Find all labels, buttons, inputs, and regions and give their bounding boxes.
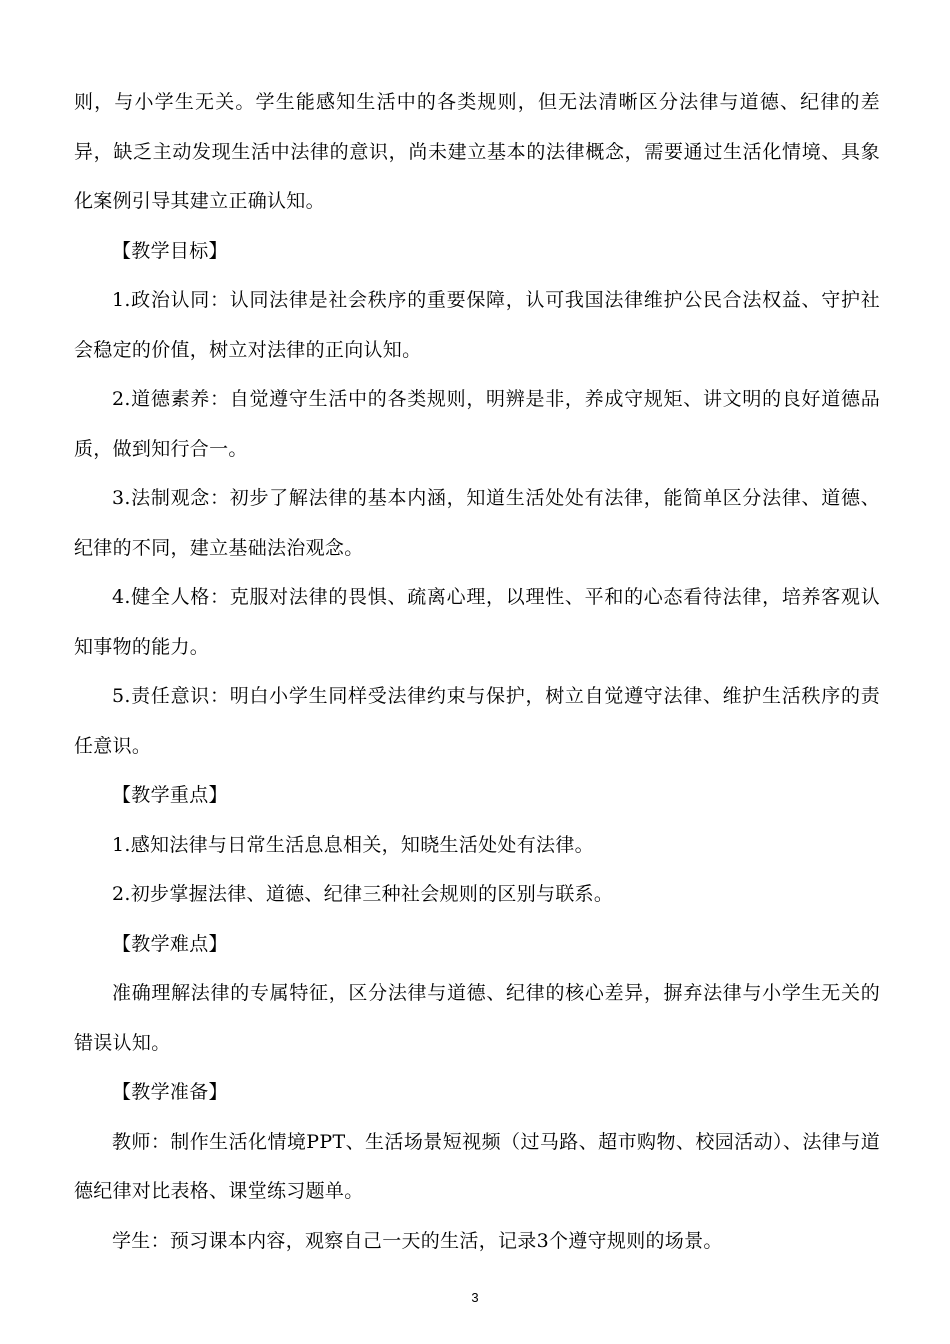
section-heading-objectives: 【教学目标】 — [112, 239, 228, 262]
difficulty-paragraph: 准确理解法律的专属特征，区分法律与道德、纪律的核心差异，摒弃法律与小学生无关的错误认知。 — [74, 982, 880, 1054]
section-heading-preparation: 【教学准备】 — [112, 1081, 228, 1103]
page-number: 3 — [471, 1290, 479, 1305]
objective-item-2: 2.道德素养：自觉遵守生活中的各类规则，明辨是非，养成守规矩、讲文明的良好道德品质，做到知行合一。 — [74, 388, 880, 460]
objective-item-5: 5.责任意识：明白小学生同样受法律约束与保护，树立自觉遵守法律、维护生活秩序的责任意识。 — [74, 685, 880, 757]
teacher-preparation: 教师：制作生活化情境PPT、生活场景短视频（过马路、超市购物、校园活动）、法律与道德纪律对比表格、课堂练习题单。 — [74, 1130, 880, 1202]
objective-item-1: 1.政治认同：认同法律是社会秩序的重要保障，认可我国法律维护公民合法权益、守护社会稳定的价值，树立对法律的正向认知。 — [74, 289, 880, 361]
section-heading-difficulties: 【教学难点】 — [112, 932, 228, 955]
section-heading-key-points: 【教学重点】 — [112, 784, 228, 806]
objective-item-3: 3.法制观念：初步了解法律的基本内涵，知道生活处处有法律，能简单区分法律、道德、纪律的不同，建立基础法治观念。 — [74, 487, 880, 559]
document-body — [74, 78, 880, 1266]
continuation-paragraph: 则，与小学生无关。学生能感知生活中的各类规则，但无法清晰区分法律与道德、纪律的差异，缺乏主动发现生活中法律的意识，尚未建立基本的法律概念，需要通过生活化情境、具象化案例引导其建立正确认知。 — [74, 91, 880, 212]
key-point-item-2: 2.初步掌握法律、道德、纪律三种社会规则的区别与联系。 — [112, 883, 614, 905]
student-preparation: 学生：预习课本内容，观察自己一天的生活，记录3个遵守规则的场景。 — [112, 1229, 723, 1252]
objective-item-4: 4.健全人格：克服对法律的畏惧、疏离心理，以理性、平和的心态看待法律，培养客观认知事物的能力。 — [74, 586, 880, 658]
key-point-item-1: 1.感知法律与日常生活息息相关，知晓生活处处有法律。 — [112, 833, 594, 856]
